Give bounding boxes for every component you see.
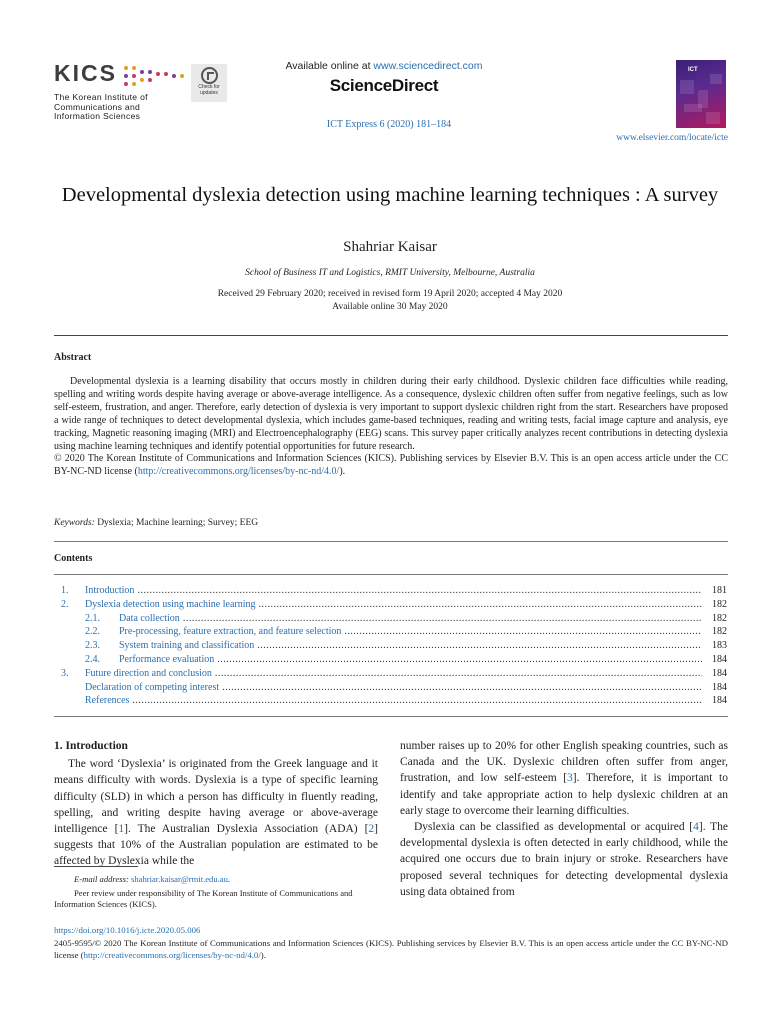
copyright-footer: 2405-9595/© 2020 The Korean Institute of Communications and Information Sciences (KICS). Publishing services by Elsevier B.V. This is an open access article under the CC BY-NC-ND license (http://creativecommons.org/licenses/by-nc-nd/4.0/). [54, 938, 728, 960]
license-link[interactable]: http://creativecommons.org/licenses/by-nc-nd/4.0/ [137, 466, 340, 478]
journal-citation[interactable]: ICT Express 6 (2020) 181–184 [326, 119, 452, 130]
intro-paragraph-2: Dyslexia can be classified as developmental or acquired [4]. The developmental dyslexia is often detected in early childhood, while the acquired one occurs due to brain injury or stroke. Researchers have proposed several techniques for detecting developmental dyslexia using data obtained from [400, 821, 728, 898]
abstract-body [54, 376, 728, 479]
divider [54, 335, 728, 336]
keywords-list: Dyslexia; Machine learning; Survey; EEG [94, 518, 259, 528]
abstract-copyright: © 2020 The Korean Institute of Communications and Information Sciences (KICS). Publishing services by Elsevier B.V. This is an open access article under the CC BY-NC-ND license (http://creativecommons.org/licenses/by-nc-nd/4.0/). [54, 453, 728, 478]
toc-item-competing-interest[interactable]: Declaration of competing interest ..... 184 [61, 681, 727, 695]
toc-item-preprocessing[interactable]: 2.2. Pre-processing, feature extraction, and feature selection ..... 182 [61, 625, 727, 639]
keywords [54, 518, 258, 528]
footnote-divider [54, 866, 138, 867]
journal-cover-image [676, 60, 726, 128]
author-affiliation: School of Business IT and Logistics, RMIT University, Melbourne, Australia [245, 268, 535, 278]
divider [54, 574, 728, 575]
divider [54, 716, 728, 717]
badge-label: Check for updates [198, 84, 220, 96]
sciencedirect-wordmark: ScienceDirect [329, 76, 439, 95]
kics-wordmark: KICS [54, 60, 117, 86]
toc-item-introduction[interactable]: 1. Introduction ..... 181 [61, 584, 727, 598]
author-email-link[interactable]: shahriar.kaisar@rmit.edu.au [130, 874, 228, 884]
toc-item-performance-evaluation[interactable]: 2.4. Performance evaluation ..... 184 [61, 653, 727, 667]
keywords-label: Keywords: [54, 518, 95, 528]
body-left-column [54, 738, 378, 870]
intro-paragraph-1: The word ‘Dyslexia’ is originated from the Greek language and it means difficulty with words. Dyslexia is a type of specific learning difficulty (SLD) in which a person has difficulty in fluently reading, spelling, and writing despite having average or above-average intelligence [1]. The Australian Dyslexia Association (ADA) [2] suggests that 10% of the Australian population are estimated to be affected by Dyslexia while the [54, 758, 378, 868]
intro-heading: 1. Introduction [54, 740, 128, 752]
citation-link[interactable]: 3 [567, 772, 573, 785]
toc-item-system-training[interactable]: 2.3. System training and classification ..... 183 [61, 639, 727, 653]
available-online: Available online at www.sciencedirect.com [285, 60, 483, 72]
citation-link[interactable]: 4 [693, 821, 699, 834]
author-name: Shahriar Kaisar [343, 239, 437, 255]
body-right-column [400, 738, 728, 900]
intro-paragraph-1-continued: number raises up to 20% for other English speaking countries, such as Canada and the UK. Dyslexic children often suffer from anger, frustration, and low self-esteem [3]. Therefore, it is important to identify and take appropriate action to help dyslexic children at an early stage to overcome their learning difficulties. [400, 740, 728, 817]
footnote-email: E-mail address: shahriar.kaisar@rmit.edu.au. [74, 874, 231, 884]
citation-link[interactable]: 2 [368, 823, 375, 836]
cover-title: ICT [688, 67, 698, 73]
journal-homepage-link[interactable]: www.elsevier.com/locate/icte [616, 133, 728, 143]
article-title: Developmental dyslexia detection using machine learning techniques : A survey [61, 184, 719, 206]
footnote-peer-review: Peer review under responsibility of The Korean Institute of Communications and Information Sciences (KICS). [54, 888, 353, 909]
toc-item-references[interactable]: References ..... 184 [61, 694, 727, 708]
contents-heading: Contents [54, 553, 93, 564]
kics-full-name: The Korean Institute of Communications and Information Sciences [54, 92, 148, 122]
sciencedirect-link[interactable]: www.sciencedirect.com [373, 60, 483, 72]
citation-link[interactable]: 1 [118, 823, 125, 836]
abstract-heading: Abstract [54, 352, 92, 363]
toc-item-future-direction[interactable]: 3. Future direction and conclusion ..... 184 [61, 667, 727, 681]
toc-item-dyslexia-detection[interactable]: 2. Dyslexia detection using machine learning ..... 182 [61, 598, 727, 612]
divider [54, 541, 728, 542]
table-of-contents [61, 584, 727, 708]
article-dates: Received 29 February 2020; received in revised form 19 April 2020; accepted 4 May 2020 Available online 30 May 2020 [217, 289, 563, 312]
toc-item-data-collection[interactable]: 2.1. Data collection ..... 182 [61, 612, 727, 626]
doi-link[interactable]: https://doi.org/10.1016/j.icte.2020.05.006 [54, 925, 201, 935]
footer-license-link[interactable]: http://creativecommons.org/licenses/by-nc-nd/4.0/ [83, 949, 261, 960]
abstract-text: Developmental dyslexia is a learning disability that occurs mostly in children during their early childhood. Dyslexic children face difficulties while reading, spelling and writing words despite having average or above-average intelligence. As a consequence, dyslexic children often suffer from negative feelings, such as low self-esteem, frustration, and anger. Therefore, early detection of dyslexia is very important to support dyslexic children right from the start. Researchers have proposed a wide range of techniques to detect developmental dyslexia, which includes game-based techniques, reading and writing tests, facial image capture and analysis, eye tracking, Magnetic reasoning imaging (MRI) and Electroencephalography (EEG) scans. This survey paper critically analyzes recent contributions in detecting dyslexia using machine learning techniques and identify potential opportunities for future research. [54, 376, 728, 452]
